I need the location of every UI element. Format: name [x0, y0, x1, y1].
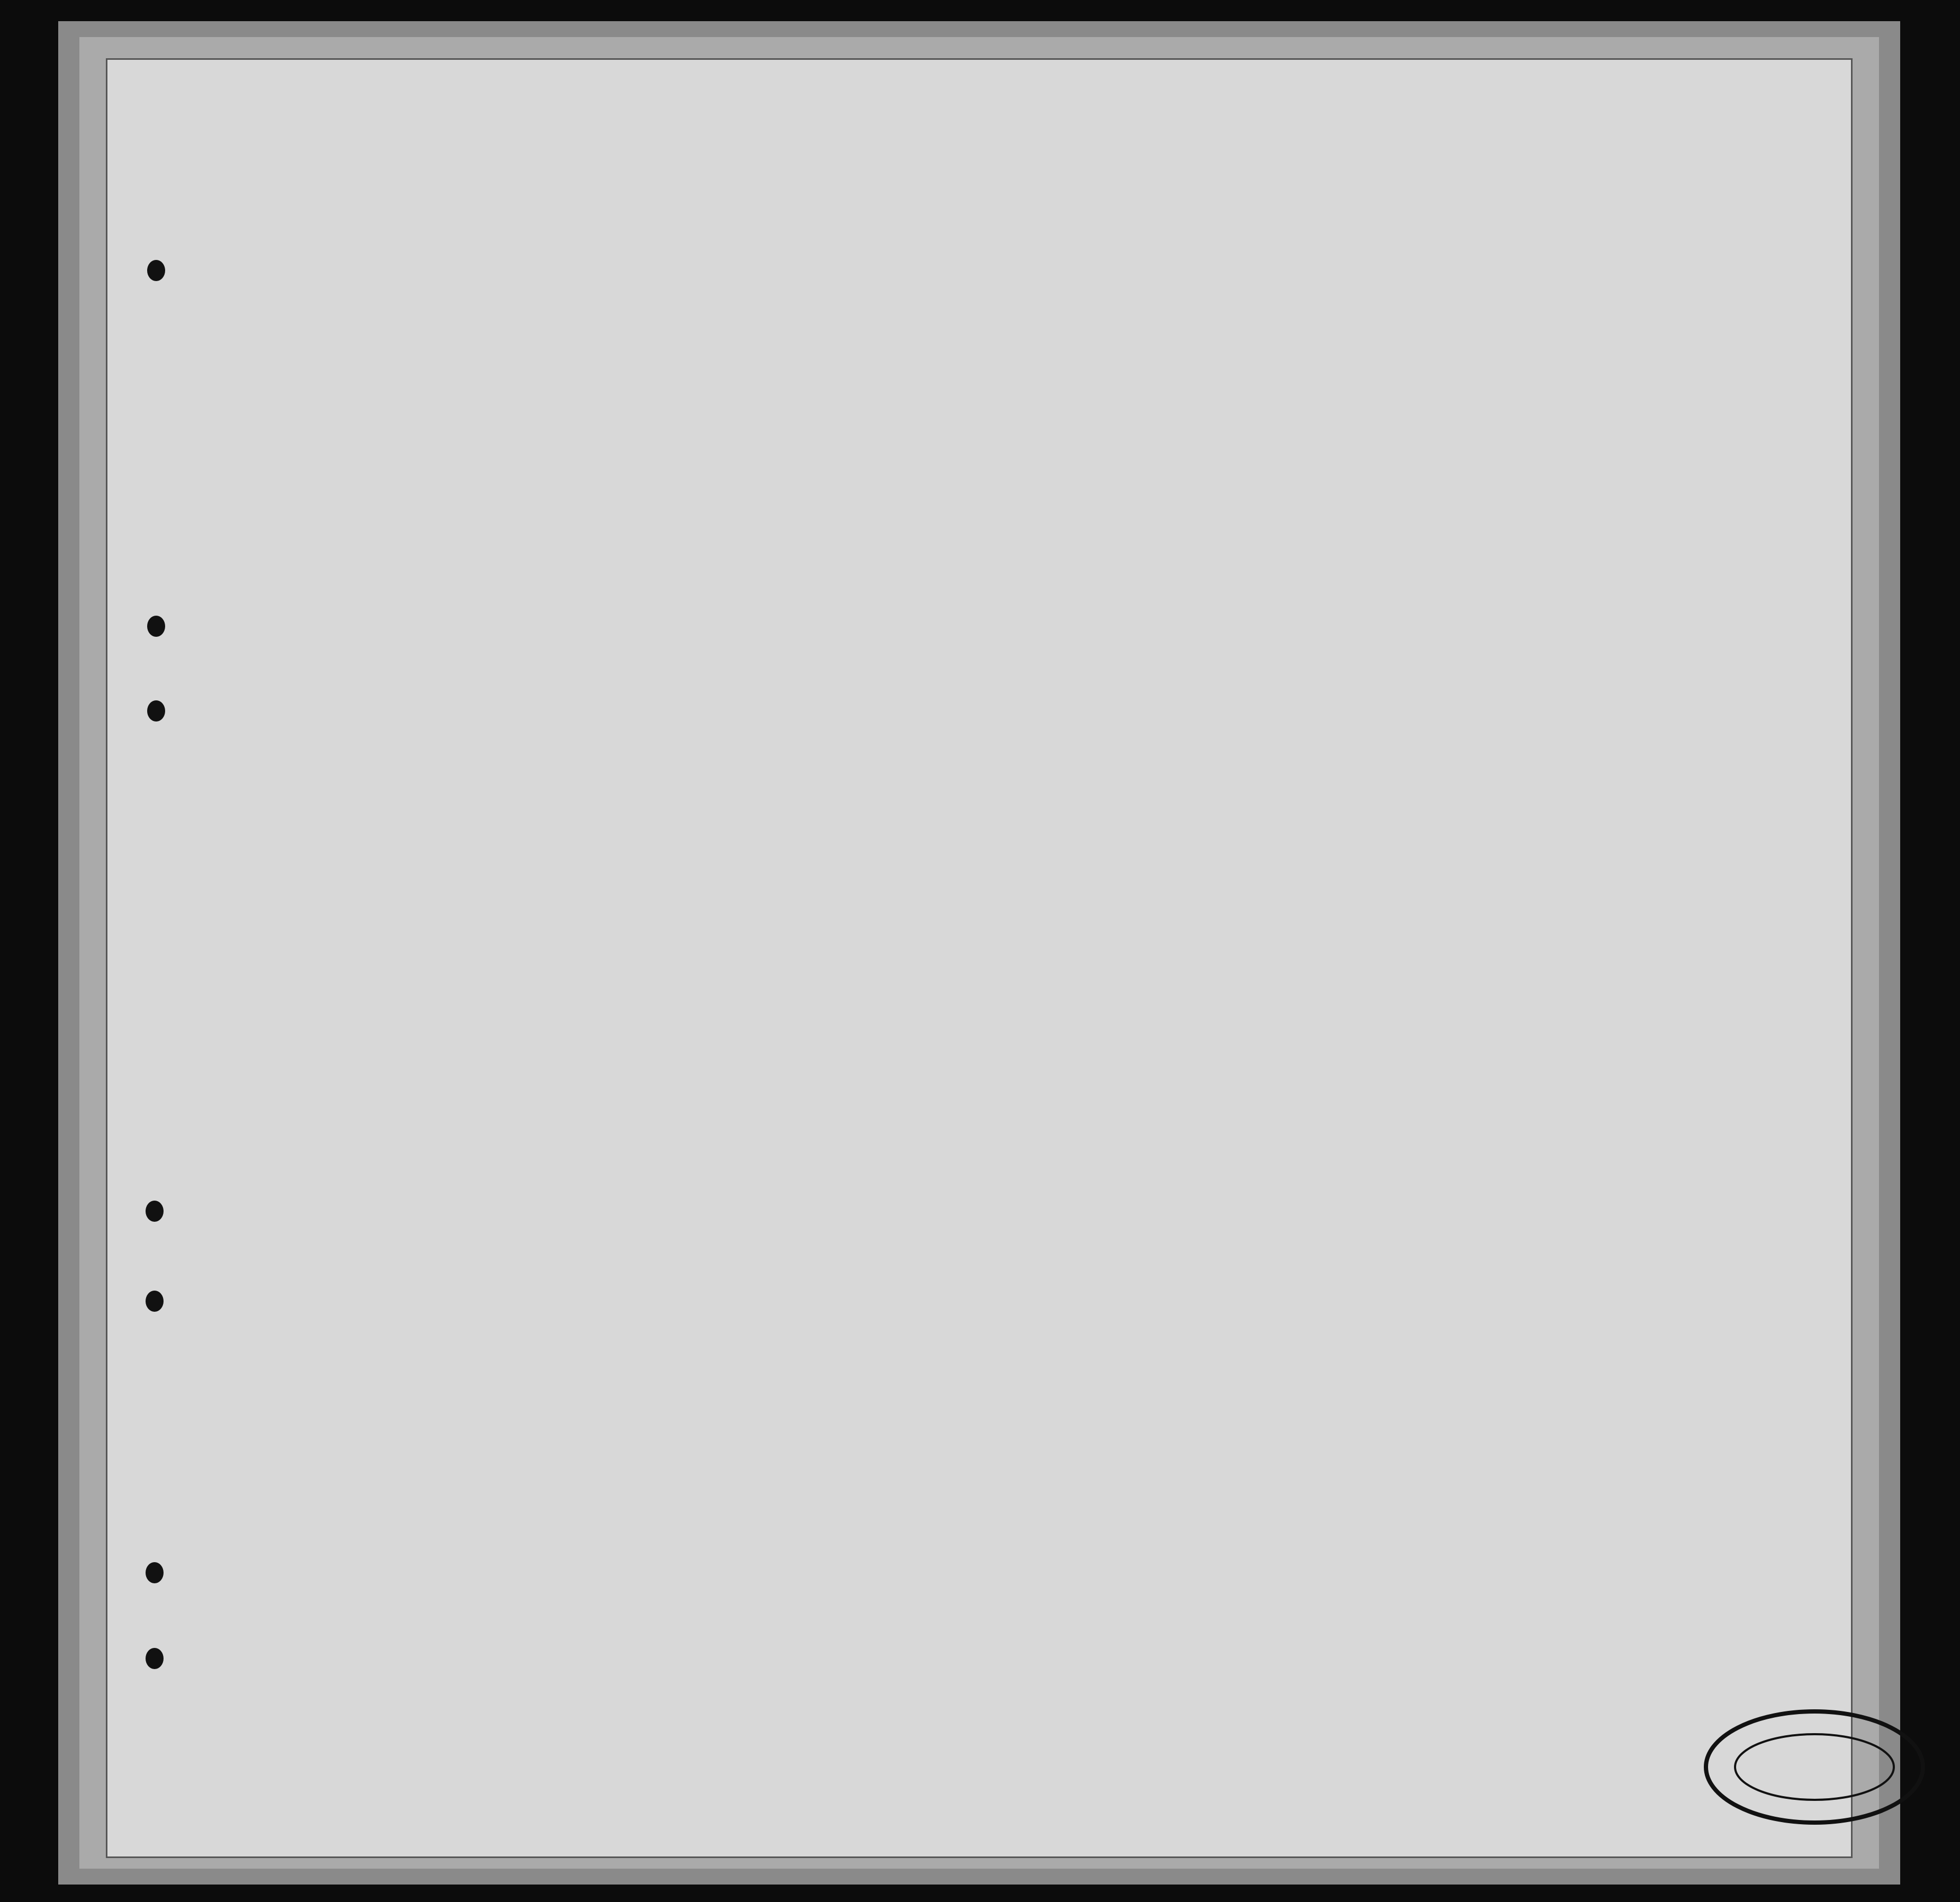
- punch-hole: [147, 260, 165, 281]
- punch-hole: [146, 1201, 164, 1222]
- punch-hole: [147, 616, 165, 637]
- crew-manifest-table: [107, 311, 1854, 1709]
- punch-hole: [146, 1562, 164, 1583]
- punch-hole: [147, 700, 165, 722]
- table-rules: [107, 311, 1854, 1709]
- manifest-page: [106, 58, 1853, 1858]
- punch-hole: [146, 1648, 164, 1669]
- punch-hole: [146, 1291, 164, 1312]
- mercantile-marine-office-stamp: [1701, 1706, 1928, 1828]
